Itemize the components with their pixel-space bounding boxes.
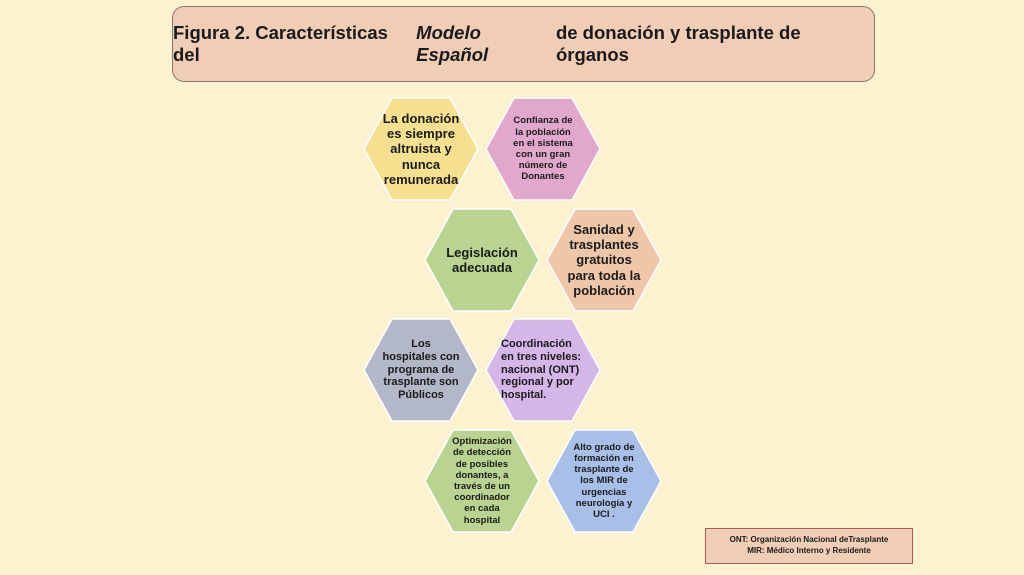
legend-mir: MIR: Médico Interno y Residente — [747, 546, 871, 555]
hexagon-mir-training — [546, 429, 662, 533]
hexagon-free-healthcare — [546, 208, 662, 312]
hexagon-label: Sanidad y trasplantes gratuitos para toda la población — [567, 221, 641, 298]
title-italic: Modelo Español — [416, 22, 489, 65]
abbreviations-legend — [705, 528, 913, 564]
hexagon-label: Confianza de la población en el sistema con un gran número de Donantes — [513, 115, 573, 183]
hexagon-legislation — [424, 208, 540, 312]
hexagon-donation-altruistic — [363, 97, 479, 201]
hexagon-coordination — [485, 318, 601, 422]
hexagon-label: Los hospitales con programa de trasplante son Públicos — [382, 337, 460, 402]
hexagon-label: Legislación adecuada — [446, 244, 518, 275]
title-suffix: de donación y trasplante de órganos — [555, 22, 801, 65]
hexagon-label: La donación es siempre altruista y nunca remunerada — [382, 110, 460, 187]
legend-ont: ONT: Organización Nacional deTrasplante — [729, 535, 889, 545]
hexagon-label: Coordinación en tres niveles: nacional (ONT) regional y por hospital. — [501, 337, 582, 402]
figure-title — [172, 6, 875, 82]
hexagon-label: Optimización de detección de posibles donantes, a través de un coordinador en cada hospital — [452, 436, 512, 526]
title-prefix: Figura 2. Características del — [173, 22, 388, 65]
hexagon-public-hospitals — [363, 318, 479, 422]
hexagon-public-trust — [485, 97, 601, 201]
hexagon-label: Alto grado de formación en trasplante de los MIR de urgencias neurología y UCI . — [573, 441, 635, 520]
hexagon-donor-detection — [424, 429, 540, 533]
